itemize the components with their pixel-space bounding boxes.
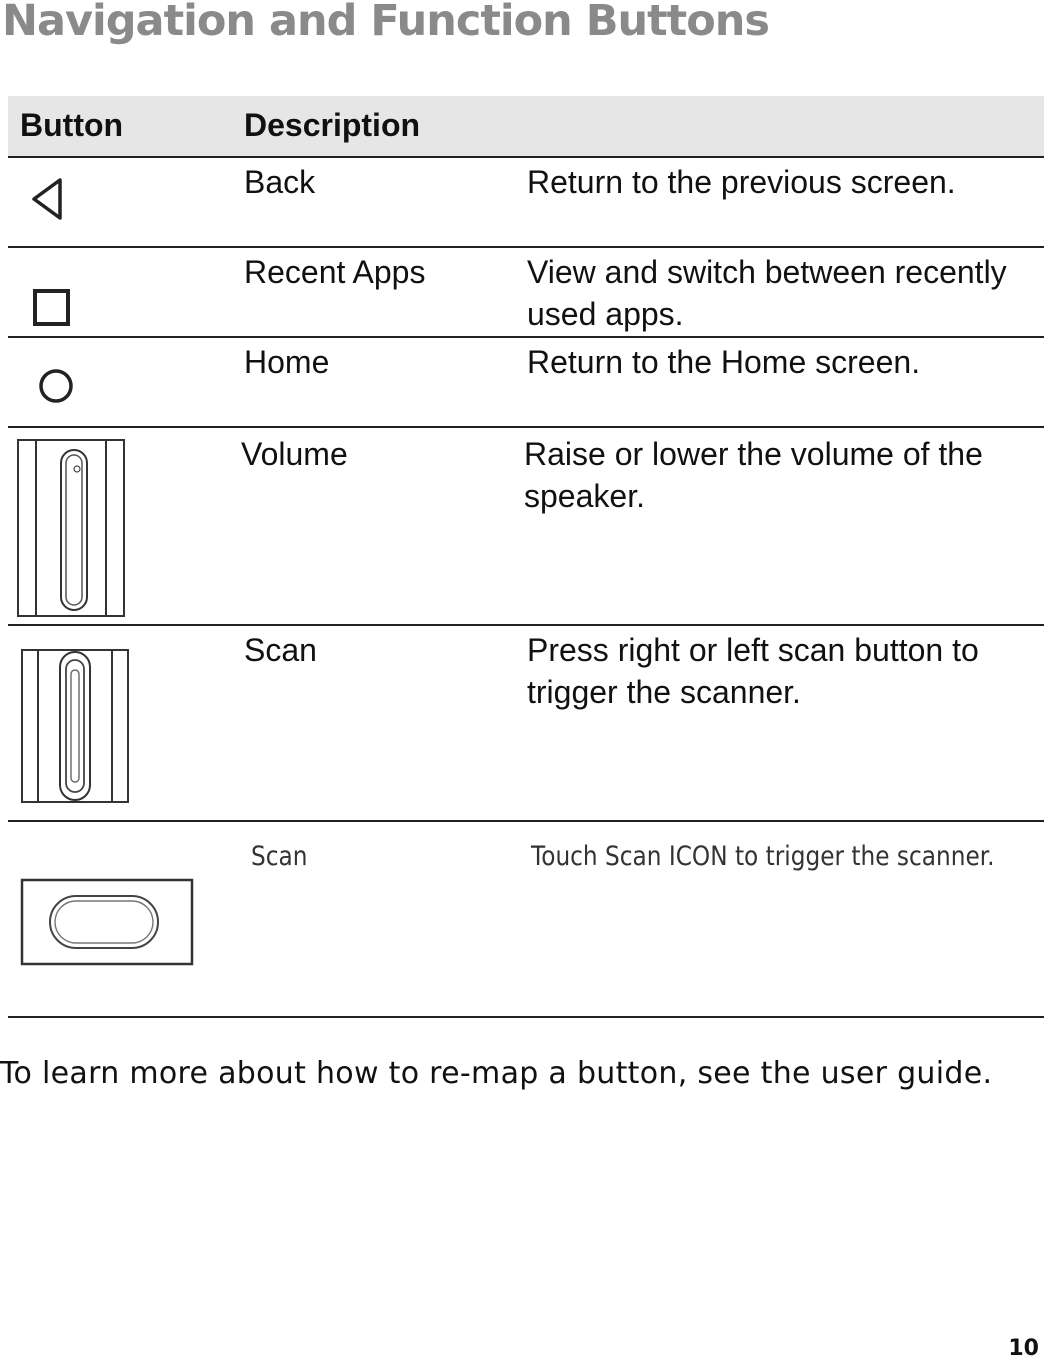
row-description: Raise or lower the volume of the speaker. [524,436,983,514]
table-row [8,626,1044,822]
home-circle-icon [36,366,78,408]
row-name: Scan [244,632,317,668]
row-description: Return to the Home screen. [527,344,921,380]
table-row [8,338,1044,428]
row-name: Home [244,344,330,380]
page-title: Navigation and Function Buttons [2,0,769,46]
header-button: Button [20,107,124,143]
buttons-table [8,96,1044,1018]
row-name: Volume [241,436,348,472]
row-description: Return to the previous screen. [527,164,956,200]
scan-side-button-icon [20,648,130,804]
row-name: Recent Apps [244,254,426,290]
row-name: Back [244,164,316,200]
recent-apps-square-icon [32,288,72,328]
row-description: Touch Scan ICON to trigger the scanner. [531,841,995,872]
volume-side-button-icon [16,438,126,618]
table-row [8,248,1044,338]
page-number: 10 [1008,1336,1039,1361]
footnote: To learn more about how to re-map a button, see the user guide. [0,1056,993,1091]
table-header [8,96,1044,158]
row-name: Scan [251,841,308,872]
scan-touch-icon [20,878,196,968]
back-triangle-icon [28,176,70,222]
row-description: Press right or left scan button to trigger the scanner. [527,632,979,710]
table-row [8,428,1044,626]
table-row [8,158,1044,248]
header-description: Description [244,107,421,143]
table-row [8,822,1044,1018]
row-description: View and switch between recently used apps. [527,254,1007,332]
